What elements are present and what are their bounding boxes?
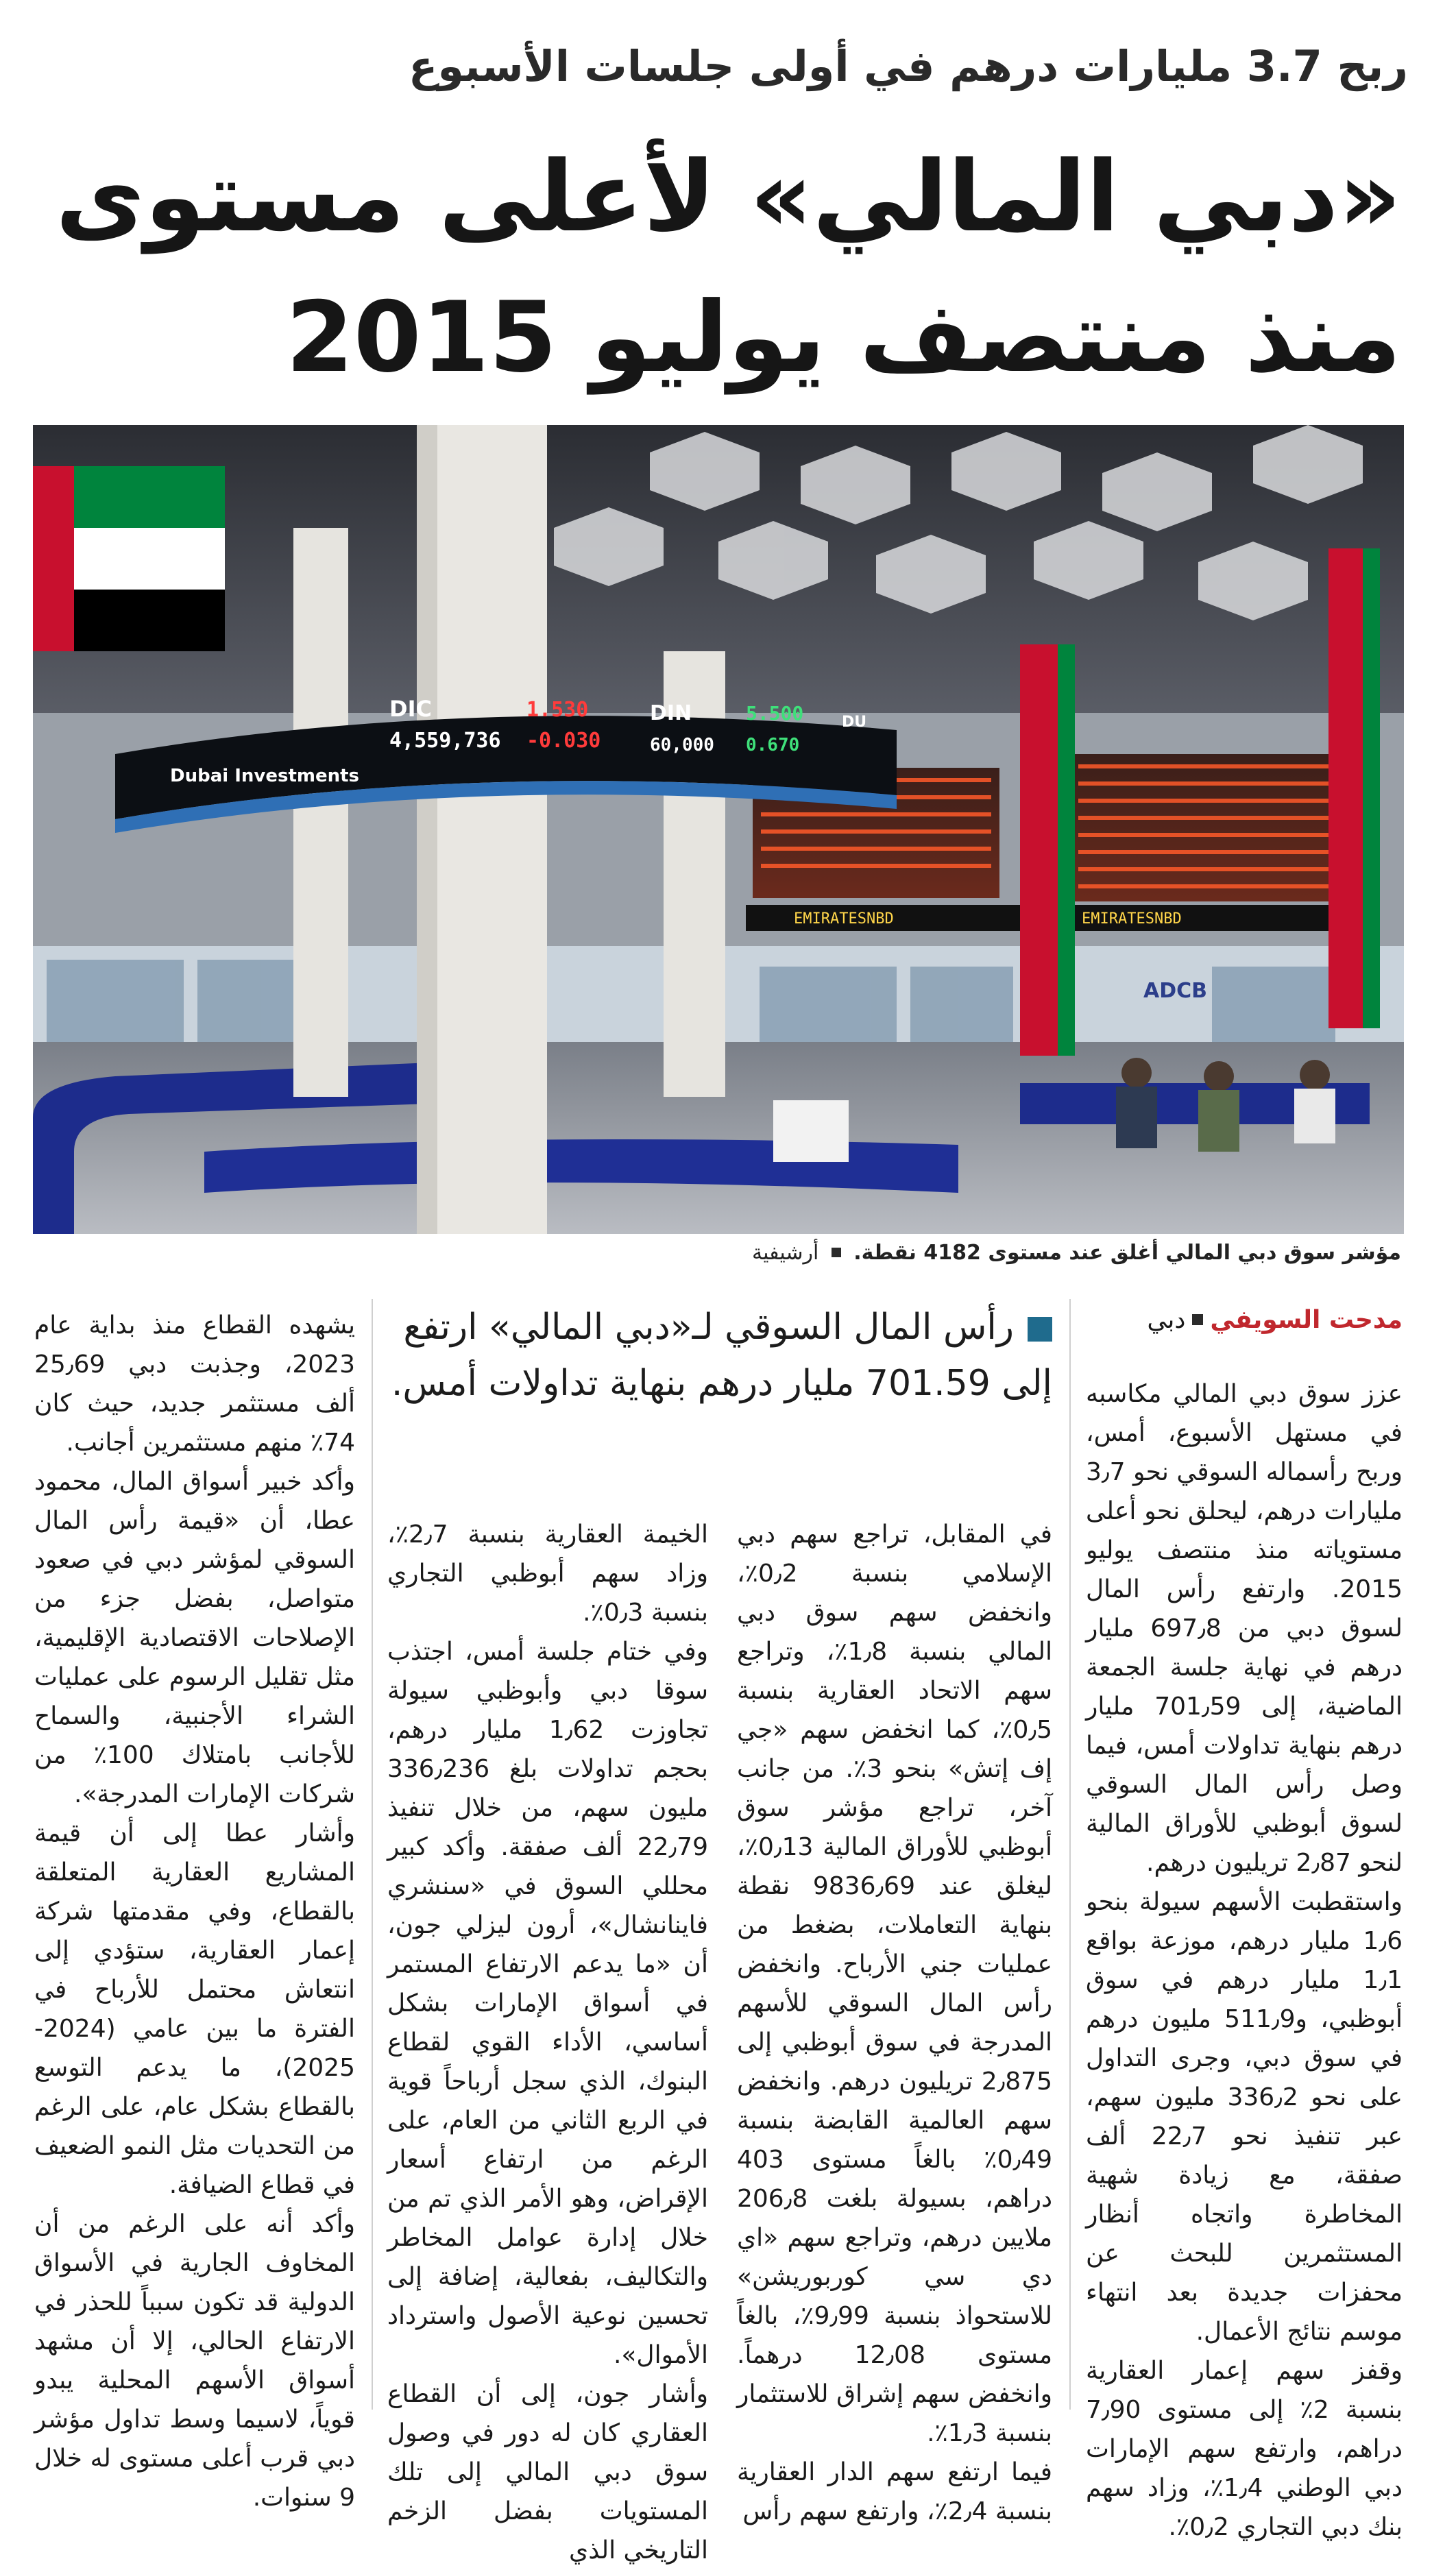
byline-separator [1192, 1314, 1203, 1325]
uae-flag-left [33, 466, 225, 651]
photo-caption [64, 1241, 1401, 1265]
ticker-dic-symbol: DIC [389, 696, 432, 722]
ticker-dic-volume: 4,559,736 [389, 729, 501, 753]
ticker-din-change: 0.670 [746, 735, 800, 755]
paragraph: وقفز سهم إعمار العقارية بنسبة 2٪ إلى مستوى 7٫90 دراهم، وارتفع سهم الإمارات دبي الوطني 1٫4٪، وزاد سهم بنك دبي التجاري 0٫2٪. [1086, 2357, 1403, 2541]
caption-credit: أرشيفية [752, 1241, 819, 1265]
article-column-3 [387, 1515, 708, 2570]
paragraph: في المقابل، تراجع سهم دبي الإسلامي بنسبة 0٫2٪، وانخفض سهم سوق دبي المالي بنسبة 1٫8٪، وتراجع سهم الاتحاد العقارية بنسبة 0٫5٪، كما انخفض سهم «جي إف إتش» بنحو 3٪. من جانب آخر، تراجع مؤشر سوق أبوظبي للأوراق المالية 0٫13٪، ليغلق عند 9836٫69 نقطة بنهاية التعاملات، بضغط من عمليات جني الأرباح. وانخفض رأس المال السوقي للأسهم المدرجة في سوق أبوظبي إلى 2٫875 تريليون درهم. وانخفض سهم العالمية القابضة بنسبة 0٫49٪ بالغاً مستوى 403 دراهم، بسيولة بلغت 206٫8 ملايين درهم، وتراجع سهم «اي دي سي كوربوريشن» للاستحواذ بنسبة 9٫99٪، بالغاً مستوى 12٫08 درهماً. وانخفض سهم إشراق للاستثمار بنسبة 1٫3٪. [737, 1520, 1052, 2447]
ticker-emiratesnbd-right: EMIRATESNBD [1082, 910, 1182, 928]
ticker-din-volume: 60,000 [650, 735, 714, 755]
byline [1101, 1306, 1403, 1334]
article-column-1 [1086, 1374, 1403, 2547]
kicker: ربح 3.7 مليارات درهم في أولى جلسات الأسبوع [409, 41, 1408, 91]
paragraph: وأكد خبير أسواق المال، محمود عطا، أن «قيمة رأس المال السوقي لمؤشر دبي في صعود متواصل، بفضل جزء من الإصلاحات الاقتصادية الإقليمية، مثل تقليل الرسوم على عمليات الشراء الأجنبية، والسماح للأجانب بامتلاك 100٪ من شركات الإمارات المدرجة». [34, 1468, 355, 1808]
paragraph: يشهده القطاع منذ بداية عام 2023، وجذبت دبي 25٫69 ألف مستثمر جديد، حيث كان 74٪ منهم مستثمرين أجانب. [34, 1311, 355, 1457]
ticker-dic-change: -0.030 [526, 729, 601, 753]
pull-quote [387, 1299, 1052, 1411]
paragraph: عزز سوق دبي المالي مكاسبه في مستهل الأسبوع، أمس، وربح رأسماله السوقي نحو 3٫7 مليارات درهم، ليحلق نحو أعلى مستوياته منذ منتصف يوليو 2015. وارتفع رأس المال لسوق دبي من 697٫8 مليار درهم في نهاية جلسة الجمعة الماضية، إلى 701٫59 مليار درهم بنهاية تداولات أمس، فيما وصل رأس المال السوقي لسوق أبوظبي للأوراق المالية لنحو 2٫87 تريليون درهم. [1086, 1380, 1403, 1877]
column-divider [372, 1299, 373, 2410]
ticker-dic-price: 1.530 [526, 698, 589, 722]
paragraph: وأشار جون، إلى أن القطاع العقاري كان له دور في وصول سوق دبي المالي إلى تلك المستويات بفضل الزخم التاريخي الذي [387, 2380, 708, 2565]
headline [30, 127, 1401, 408]
pull-quote-marker [1028, 1317, 1052, 1342]
article-column-4 [34, 1306, 355, 2517]
byline-location: دبي [1147, 1306, 1186, 1334]
article-column-2 [737, 1515, 1052, 2531]
paragraph: واستقطبت الأسهم سيولة بنحو 1٫6 مليار درهم، موزعة بواقع 1٫1 مليار درهم في سوق أبوظبي، و511٫9 مليون درهم في سوق دبي، وجرى التداول على نحو 336٫2 مليون سهم، عبر تنفيذ نحو 22٫7 ألف صفقة، مع زيادة شهية المخاطرة واتجاه أنظار المستثمرين للبحث عن محفزات جديدة بعد انتهاء موسم نتائج الأعمال. [1086, 1888, 1403, 2346]
ticker-du-symbol: DU [842, 714, 867, 731]
caption-separator [832, 1248, 841, 1257]
paragraph: وفي ختام جلسة أمس، اجتذب سوقا دبي وأبوظبي سيولة تجاوزت 1٫62 مليار درهم، بحجم تداولات بلغ 336٫236 مليون سهم، من خلال تنفيذ 22٫79 ألف صفقة. وأكد كبير محللي السوق في «سنشري فاينانشال»، أرون ليزلي جون، أن «ما يدعم الارتفاع المستمر في أسواق الإمارات بشكل أساسي، الأداء القوي لقطاع البنوك، الذي سجل أرباحاً قوية في الربع الثاني من العام، على الرغم من ارتفاع أسعار الإقراض، وهو الأمر الذي تم من خلال إدارة عوامل المخاطر والتكاليف، بفعالية، إضافة إلى تحسين نوعية الأصول واسترداد الأموال». [387, 1638, 708, 2369]
paragraph: وأشار عطا إلى أن قيمة المشاريع العقارية المتعلقة بالقطاع، وفي مقدمتها شركة إعمار العقارية، ستؤدي إلى انتعاش محتمل للأرباح في الفترة ما بين عامي (2024-2025)، ما يدعم التوسع بالقطاع بشكل عام، على الرغم من التحديات مثل النمو الضعيف في قطاع الضيافة. [34, 1819, 355, 2199]
adcb-sign: ADCB [1143, 979, 1208, 1003]
paragraph: وأكد أنه على الرغم من أن المخاوف الجارية في الأسواق الدولية قد تكون سبباً للحذر في الارتفاع الحالي، إلا أن مشهد أسواق الأسهم المحلية يبدو قوياً، لاسيما وسط تداول مؤشر دبي قرب أعلى مستوى له خلال 9 سنوات. [34, 2210, 355, 2512]
price-board-right [1068, 754, 1356, 901]
paragraph: فيما ارتفع سهم الدار العقارية بنسبة 2٫4٪، وارتفع سهم رأس [737, 2458, 1052, 2525]
column-divider [1069, 1299, 1071, 2410]
paragraph: الخيمة العقارية بنسبة 2٫7٪، وزاد سهم أبوظبي التجاري بنسبة 0٫3٪. [387, 1520, 708, 1627]
ticker-emiratesnbd-left: EMIRATESNBD [794, 910, 894, 928]
headline-line-2: منذ منتصف يوليو 2015 [286, 281, 1401, 394]
trading-floor-photo [33, 425, 1404, 1234]
caption-text: مؤشر سوق دبي المالي أغلق عند مستوى 4182 نقطة. [853, 1241, 1401, 1265]
ticker-din-price: 5.500 [746, 702, 804, 725]
trading-floor-illustration [33, 425, 1404, 1234]
headline-line-1: «دبي المالي» لأعلى مستوى [55, 141, 1401, 254]
ticker-dubai-investments: Dubai Investments [170, 766, 360, 786]
pull-quote-text: رأس المال السوقي لـ«دبي المالي» ارتفع إلى 701.59 مليار درهم بنهاية تداولات أمس. [391, 1307, 1052, 1404]
author-name: مدحت السويفي [1210, 1306, 1403, 1334]
ticker-din-symbol: DIN [650, 701, 692, 725]
